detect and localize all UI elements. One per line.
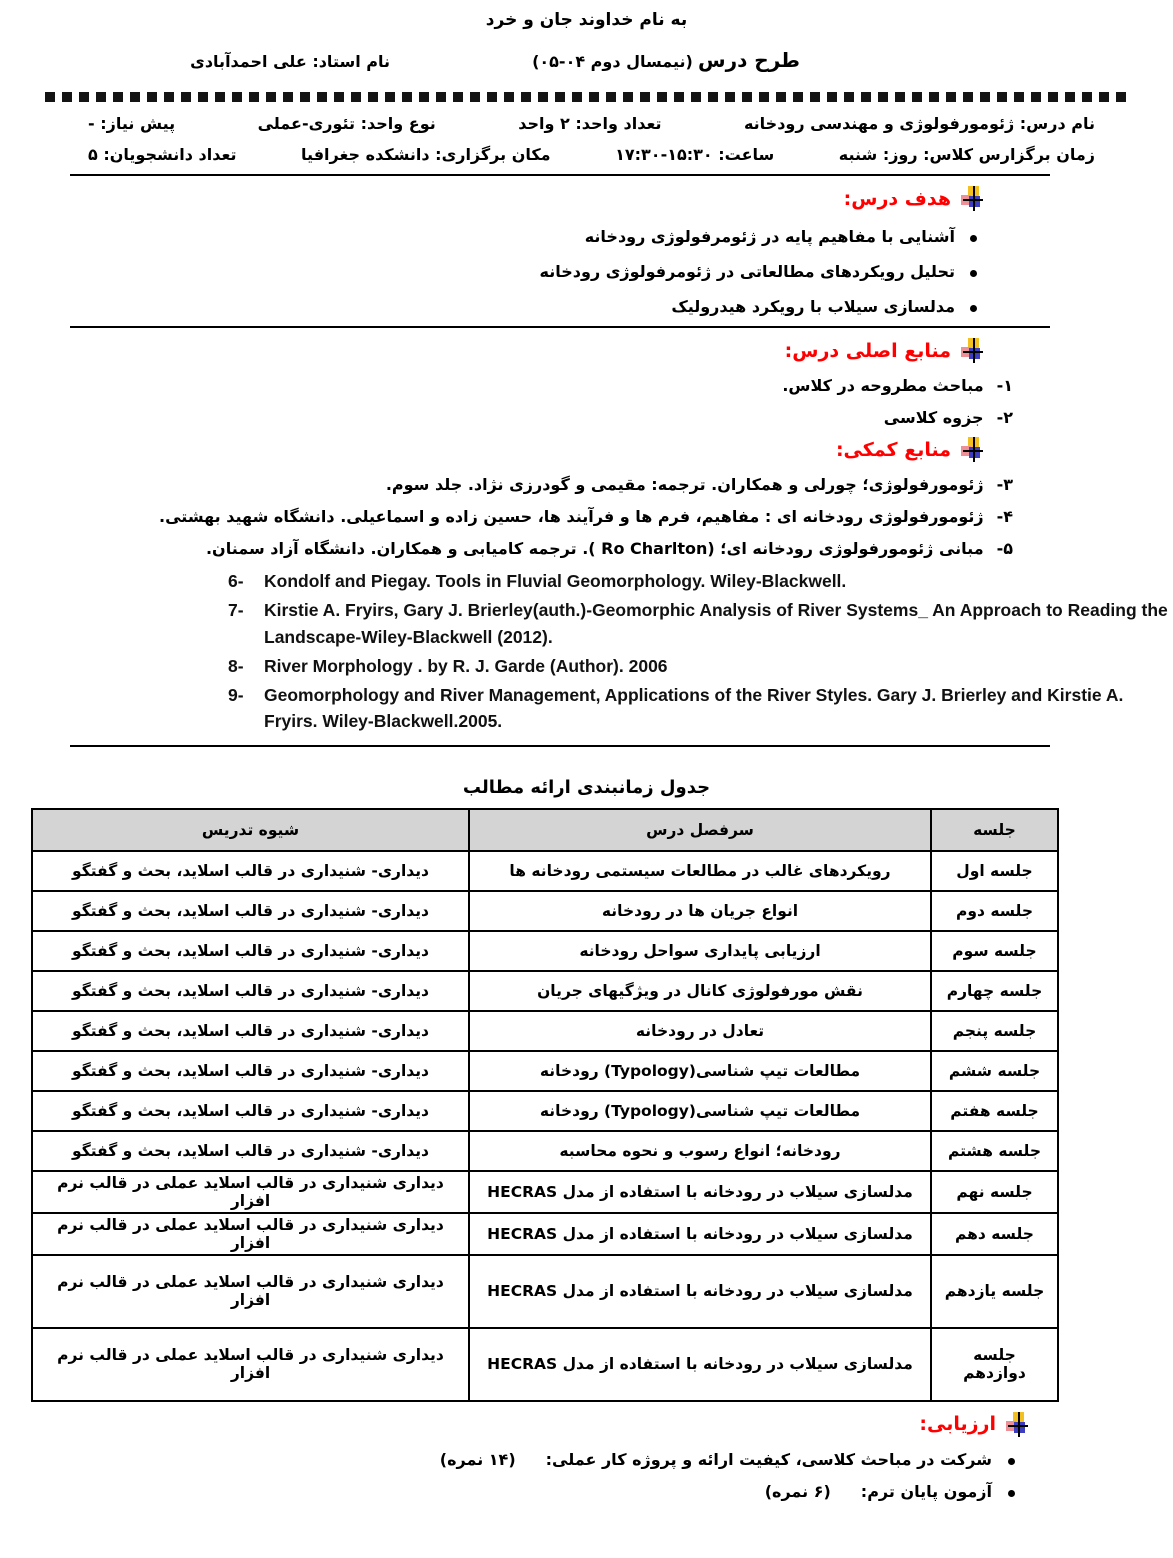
table-row: [32, 971, 1058, 1011]
bullet-icon: [970, 235, 977, 242]
item-number: 8-: [228, 655, 244, 676]
method-cell: دیداری شنیداری در قالب اسلاید عملی در قالب نرم افزار: [32, 1328, 469, 1401]
plus-marker-icon: [960, 437, 985, 462]
header-session: جلسه: [931, 809, 1058, 851]
resource-text: Geomorphology and River Management, Applications of the River Styles. Gary J. Brierley and Kirstie A. Fryirs. Wiley-Blackwell.2005.: [264, 685, 1124, 732]
method-cell: دیداری شنیداری در قالب اسلاید عملی در قالب نرم افزار: [32, 1213, 469, 1255]
item-number: 6-: [228, 571, 244, 591]
main-resources-heading-text: منابع اصلی درس:: [784, 339, 951, 362]
bismillah-line: به نام خداوند جان و خرد: [485, 10, 688, 30]
item-number: 9-: [228, 685, 244, 705]
evaluation-heading-text: ارزیابی:: [919, 1413, 996, 1435]
evaluation-heading: [0, 1412, 1173, 1437]
objectives-list: [0, 227, 1173, 316]
table-row: [32, 931, 1058, 971]
resource-item: [0, 539, 1013, 558]
main-resources-heading: [0, 338, 1173, 363]
topic-cell: مدلسازی سیلاب در رودخانه با استفاده از مدل HECRAS: [469, 1255, 931, 1328]
resource-item: [0, 408, 1013, 427]
class-location: مکان برگزاری: دانشکده جغرافیا: [301, 145, 551, 164]
table-row: [32, 891, 1058, 931]
resource-text: ژئومورفولوژی رودخانه ای : مفاهیم، فرم ها و فرآیند ها، حسین زاده و اسماعیلی. دانشگاه شهید بهشتی.: [159, 507, 984, 526]
session-cell: جلسه دوم: [931, 891, 1058, 931]
course-info-row-1: [88, 114, 1095, 133]
objective-item: [0, 297, 977, 316]
session-cell: جلسه هشتم: [931, 1131, 1058, 1171]
objective-text: تحلیل رویکردهای مطالعاتی در ژئومرفولوژی رودخانه: [539, 262, 955, 281]
method-cell: دیداری- شنیداری در قالب اسلاید، بحث و گفتگو: [32, 891, 469, 931]
method-cell: دیداری- شنیداری در قالب اسلاید، بحث و گفتگو: [32, 1091, 469, 1131]
topic-cell: رویکردهای غالب در مطالعات سیستمی رودخانه ها: [469, 851, 931, 891]
table-row: [32, 1131, 1058, 1171]
session-cell: جلسه ششم: [931, 1051, 1058, 1091]
resource-item: [228, 597, 1173, 650]
resource-item: [228, 653, 1173, 679]
objective-text: مدلسازی سیلاب با رویکرد هیدرولیک: [671, 297, 955, 316]
resource-text: مباحث مطروحه در کلاس.: [782, 376, 984, 395]
dashed-divider: [45, 92, 1131, 102]
class-day: زمان برگزارس کلاس: روز: شنبه: [838, 145, 1095, 164]
bullet-icon: [970, 270, 977, 277]
objectives-heading: [0, 186, 1173, 211]
method-cell: دیداری شنیداری در قالب اسلاید عملی در قالب نرم افزار: [32, 1255, 469, 1328]
evaluation-list: [0, 1450, 1173, 1501]
topic-cell: نقش مورفولوژی کانال در ویژگیهای جریان: [469, 971, 931, 1011]
method-cell: دیداری شنیداری در قالب اسلاید عملی در قالب نرم افزار: [32, 1171, 469, 1213]
table-row: [32, 851, 1058, 891]
method-cell: دیداری- شنیداری در قالب اسلاید، بحث و گفتگو: [32, 931, 469, 971]
page-title-semester: (نیمسال دوم ۰۴-۰۵): [532, 52, 693, 71]
schedule-table-title: جدول زمانبندی ارائه مطالب: [462, 776, 711, 798]
method-cell: دیداری- شنیداری در قالب اسلاید، بحث و گفتگو: [32, 1051, 469, 1091]
item-number: ۳-: [996, 475, 1013, 494]
evaluation-item: [0, 1482, 1015, 1501]
supplementary-resources-heading-text: منابع کمکی:: [835, 438, 951, 461]
objective-text: آشنایی با مفاهیم پایه در ژئومرفولوژی رودخانه: [584, 227, 955, 246]
student-count: تعداد دانشجویان: ۵: [88, 145, 237, 164]
objective-item: [0, 262, 977, 281]
session-cell: جلسه سوم: [931, 931, 1058, 971]
resource-item: [0, 376, 1013, 395]
method-cell: دیداری- شنیداری در قالب اسلاید، بحث و گفتگو: [32, 971, 469, 1011]
topic-cell: مدلسازی سیلاب در رودخانه با استفاده از مدل HECRAS: [469, 1171, 931, 1213]
evaluation-text: آزمون پایان ترم:: [860, 1481, 992, 1501]
session-cell: جلسه اول: [931, 851, 1058, 891]
session-cell: جلسه یازدهم: [931, 1255, 1058, 1328]
resource-text: River Morphology . by R. J. Garde (Author). 2006: [264, 655, 668, 676]
item-number: ۵-: [996, 539, 1013, 558]
item-number: ۴-: [996, 507, 1013, 526]
class-time: ساعت: ۱۵:۳۰-۱۷:۳۰: [615, 145, 775, 164]
topic-cell: مطالعات تیپ شناسی(Typology) رودخانه: [469, 1051, 931, 1091]
topic-cell: مطالعات تیپ شناسی(Typology) رودخانه: [469, 1091, 931, 1131]
section-divider: [70, 174, 1050, 176]
objective-item: [0, 227, 977, 246]
evaluation-item: [0, 1450, 1015, 1469]
session-cell: جلسه پنجم: [931, 1011, 1058, 1051]
method-cell: دیداری- شنیداری در قالب اسلاید، بحث و گفتگو: [32, 851, 469, 891]
session-cell: جلسه هفتم: [931, 1091, 1058, 1131]
topic-cell: ارزیابی پایداری سواحل رودخانه: [469, 931, 931, 971]
main-resources-list: [0, 376, 1173, 427]
table-row: [32, 1255, 1058, 1328]
table-header-row: [32, 809, 1058, 851]
table-row: [32, 1328, 1058, 1401]
page-title: [532, 48, 800, 72]
credit-count: تعداد واحد: ۲ واحد: [518, 114, 662, 133]
resource-item: [0, 507, 1013, 526]
course-info-row-2: [88, 145, 1095, 164]
page-title-main: طرح درس: [697, 48, 800, 72]
session-cell: جلسه دهم: [931, 1213, 1058, 1255]
item-number: ۲-: [996, 408, 1013, 427]
credit-type: نوع واحد: تئوری-عملی: [257, 114, 436, 133]
table-row: [32, 1171, 1058, 1213]
resource-text: Kondolf and Piegay. Tools in Fluvial Geomorphology. Wiley-Blackwell.: [264, 571, 847, 591]
course-name: نام درس: ژئومورفولوژی و مهندسی رودخانه: [743, 114, 1095, 133]
supplementary-resources-heading: [0, 437, 1173, 462]
resource-text: مبانی ژئومورفولوژی رودخانه ای؛ (Ro Charlton ). ترجمه کامیابی و همکاران. دانشگاه آزاد سمنان.: [205, 539, 984, 558]
schedule-table: [31, 808, 1059, 1402]
table-row: [32, 1213, 1058, 1255]
prerequisite: پیش نیاز: -: [88, 114, 176, 133]
plus-marker-icon: [960, 186, 985, 211]
header-topic: سرفصل درس: [469, 809, 931, 851]
plus-marker-icon: [960, 338, 985, 363]
topic-cell: انواع جریان ها در رودخانه: [469, 891, 931, 931]
topic-cell: مدلسازی سیلاب در رودخانه با استفاده از مدل HECRAS: [469, 1328, 931, 1401]
bullet-icon: [1008, 1458, 1015, 1465]
resource-text: ژئومورفولوژی؛ چورلی و همکاران. ترجمه: مقیمی و گودرزی نژاد. جلد سوم.: [385, 475, 984, 494]
bullet-icon: [970, 305, 977, 312]
evaluation-score: (۶ نمره): [764, 1481, 831, 1501]
method-cell: دیداری- شنیداری در قالب اسلاید، بحث و گفتگو: [32, 1011, 469, 1051]
table-row: [32, 1091, 1058, 1131]
resource-text: Kirstie A. Fryirs, Gary J. Brierley(auth.)-Geomorphic Analysis of River Systems_ An Approach to Reading the Landscape-Wiley-Blackwell (2012).: [264, 600, 1168, 647]
objectives-heading-text: هدف درس:: [843, 187, 951, 210]
bullet-icon: [1008, 1490, 1015, 1497]
evaluation-score: (۱۴ نمره): [439, 1449, 516, 1469]
supplementary-resources-list-fa: [0, 475, 1173, 558]
topic-cell: رودخانه؛ انواع رسوب و نحوه محاسبه: [469, 1131, 931, 1171]
plus-marker-icon: [1005, 1412, 1030, 1437]
table-row: [32, 1011, 1058, 1051]
method-cell: دیداری- شنیداری در قالب اسلاید، بحث و گفتگو: [32, 1131, 469, 1171]
item-number: 7-: [228, 600, 244, 621]
session-cell: جلسه نهم: [931, 1171, 1058, 1213]
topic-cell: تعادل در رودخانه: [469, 1011, 931, 1051]
title-row: [0, 48, 1173, 80]
section-divider: [70, 745, 1050, 747]
supplementary-resources-list-en: [228, 568, 1173, 735]
topic-cell: مدلسازی سیلاب در رودخانه با استفاده از مدل HECRAS: [469, 1213, 931, 1255]
resource-text: جزوه کلاسی: [883, 408, 984, 427]
resource-item: [228, 568, 1173, 594]
instructor-name: نام استاد: علی احمدآبادی: [190, 52, 390, 71]
session-cell: جلسه دوازدهم: [931, 1328, 1058, 1401]
resource-item: [228, 682, 1173, 735]
header-method: شیوه تدریس: [32, 809, 469, 851]
item-number: ۱-: [996, 376, 1013, 395]
table-row: [32, 1051, 1058, 1091]
evaluation-text: شرکت در مباحث کلاسی، کیفیت ارائه و پروژه کار عملی:: [545, 1449, 992, 1469]
resource-item: [0, 475, 1013, 494]
session-cell: جلسه چهارم: [931, 971, 1058, 1011]
section-divider: [70, 326, 1050, 328]
